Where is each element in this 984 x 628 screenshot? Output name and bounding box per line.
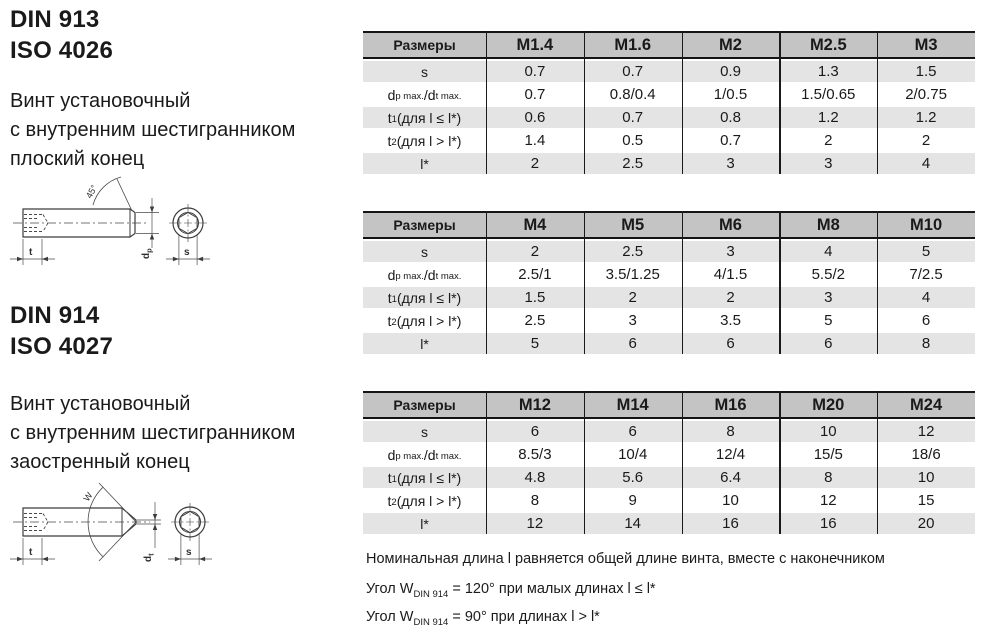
header-size-m24: M24 <box>910 395 943 414</box>
value-cell: 0.8 <box>720 109 741 126</box>
value-cell: 1.5 <box>524 289 546 306</box>
header-size-m6: M6 <box>719 215 742 234</box>
value-cell: 20 <box>917 515 935 532</box>
dimension-lines <box>10 502 212 565</box>
value-cell: 0.9 <box>720 63 741 80</box>
value-cell: 0.7 <box>720 132 741 149</box>
table-row <box>363 310 975 331</box>
header-size-m3: M3 <box>914 35 938 54</box>
row-label-cell: t 2 (для l > l*) <box>387 312 462 329</box>
row-label-cell: t 2 (для l > l*) <box>387 132 462 149</box>
value-cell: 12 <box>819 492 837 509</box>
column-separator <box>584 31 585 174</box>
value-cell: 2 <box>921 132 931 149</box>
dp-dim-label: $d_p$ <box>141 248 154 259</box>
value-cell: 0.8/0.4 <box>609 86 656 103</box>
table-row <box>363 421 975 442</box>
value-cell: 2 <box>824 132 833 149</box>
header-size-m14: M14 <box>616 395 649 414</box>
product-description-din914 <box>10 390 295 477</box>
value-cell: 1/0.5 <box>713 86 748 103</box>
table-header-row <box>363 211 975 239</box>
table-row <box>363 130 975 151</box>
t-dim-label: t <box>29 247 33 258</box>
value-cell: 3 <box>628 312 637 329</box>
column-separator <box>877 391 878 534</box>
column-separator <box>877 31 878 174</box>
s-dim-label: s <box>184 247 190 258</box>
column-separator <box>682 391 683 534</box>
value-cell: 15/5 <box>813 446 843 463</box>
value-cell: 16 <box>722 515 739 532</box>
value-cell: 5 <box>530 335 540 352</box>
value-cell: 4 <box>824 243 833 260</box>
row-label-cell: t 1 (для l ≤ l*) <box>387 289 462 306</box>
product-description-din913 <box>10 87 295 174</box>
value-cell: 6 <box>530 423 540 440</box>
din913-drawing <box>5 168 230 283</box>
table-row <box>363 107 975 128</box>
table-row <box>363 241 975 262</box>
value-cell: 2.5 <box>622 243 644 260</box>
column-separator <box>682 31 683 174</box>
column-separator <box>486 31 487 174</box>
value-cell: 2 <box>530 155 540 172</box>
row-label-cell: s <box>421 63 428 80</box>
standard-line: DIN 914 <box>10 302 100 329</box>
value-cell: 3.5/1.25 <box>605 266 660 283</box>
footnotes <box>366 549 885 628</box>
table-row <box>363 61 975 82</box>
table-header-row <box>363 31 975 59</box>
value-cell: 2/0.75 <box>905 86 947 103</box>
header-size-m16: M16 <box>714 395 747 414</box>
value-cell: 4/1.5 <box>713 266 748 283</box>
header-size-m12: M12 <box>518 395 551 414</box>
header-size-m10: M10 <box>910 215 943 234</box>
standard-heading-din914 <box>10 300 113 362</box>
header-size-m20: M20 <box>812 395 845 414</box>
table-row <box>363 490 975 511</box>
column-separator <box>779 211 780 354</box>
value-cell: 8 <box>921 335 931 352</box>
header-size-m8: M8 <box>816 215 840 234</box>
description-line: Винт установочный <box>10 90 191 112</box>
value-cell: 1.2 <box>817 109 839 126</box>
column-separator <box>877 211 878 354</box>
note-angle-120: Угол $W_{DIN 914} = 120^\circ$ при малых длинах l ≤ l* <box>366 581 656 600</box>
value-cell: 1.5/0.65 <box>801 86 856 103</box>
value-cell: 0.6 <box>524 109 546 126</box>
row-label-cell: d p max. /d t max. <box>387 446 462 463</box>
table-row <box>363 84 975 105</box>
value-cell: 2 <box>726 289 735 306</box>
screw-end-view <box>171 503 209 541</box>
row-label-cell: t 2 (для l > l*) <box>387 492 462 509</box>
value-cell: 16 <box>819 515 837 532</box>
value-cell: 6.4 <box>720 469 741 486</box>
s-dim-label: s <box>186 547 192 558</box>
table-row <box>363 153 975 174</box>
description-line: заостренный конец <box>10 451 190 473</box>
header-size-m1.4: M1.4 <box>516 35 554 54</box>
value-cell: 12/4 <box>715 446 746 463</box>
value-cell: 8 <box>726 423 735 440</box>
description-line: плоский конец <box>10 148 145 170</box>
row-label-cell: d p max. /d t max. <box>387 266 462 283</box>
dimension-table-m12-m24 <box>363 391 975 536</box>
screw-end-view <box>169 204 207 242</box>
table-row <box>363 264 975 285</box>
value-cell: 1.3 <box>817 63 839 80</box>
table-row <box>363 513 975 534</box>
description-line: Винт установочный <box>10 393 191 415</box>
value-cell: 0.7 <box>524 63 546 80</box>
value-cell: 1.5 <box>915 63 937 80</box>
value-cell: 4 <box>921 289 931 306</box>
value-cell: 10 <box>917 469 935 486</box>
value-cell: 2.5 <box>524 312 546 329</box>
value-cell: 5 <box>824 312 833 329</box>
value-cell: 18/6 <box>911 446 941 463</box>
value-cell: 0.5 <box>622 132 644 149</box>
row-label-cell: l* <box>420 515 429 532</box>
value-cell: 5.6 <box>622 469 644 486</box>
column-separator <box>584 211 585 354</box>
value-cell: 5.5/2 <box>811 266 845 283</box>
row-label-cell: s <box>421 423 428 440</box>
column-separator <box>779 391 780 534</box>
description-line: с внутренним шестигранником <box>10 422 296 444</box>
dimension-table-m4-m10 <box>363 211 975 356</box>
angle-w-label: W <box>81 490 95 504</box>
value-cell: 4.8 <box>524 469 546 486</box>
value-cell: 2.5 <box>622 155 644 172</box>
value-cell: 15 <box>917 492 935 509</box>
value-cell: 1.4 <box>524 132 546 149</box>
table-row <box>363 287 975 308</box>
value-cell: 0.7 <box>524 86 546 103</box>
value-cell: 6 <box>824 335 833 352</box>
row-label-cell: t 1 (для l ≤ l*) <box>387 469 462 486</box>
table-row <box>363 467 975 488</box>
standard-line: DIN 913 <box>10 6 100 33</box>
row-label-cell: s <box>421 243 428 260</box>
header-sizes-cell: Размеры <box>393 37 456 53</box>
value-cell: 1.2 <box>915 109 937 126</box>
standard-line: ISO 4026 <box>10 37 114 64</box>
value-cell: 10/4 <box>618 446 648 463</box>
value-cell: 6 <box>921 312 931 329</box>
column-separator <box>584 391 585 534</box>
t-dim-label: t <box>29 547 33 558</box>
chamfer-angle-leader <box>93 177 132 211</box>
value-cell: 12 <box>917 423 935 440</box>
column-separator <box>486 211 487 354</box>
header-size-m2.5: M2.5 <box>809 35 847 54</box>
value-cell: 4 <box>921 155 931 172</box>
dt-dim-label: $d_t$ <box>143 553 156 562</box>
standard-heading-din913 <box>10 4 113 66</box>
note-nominal-length: Номинальная длина l равняется общей длине винта, вместе с наконечником <box>366 551 885 567</box>
value-cell: 0.7 <box>622 109 644 126</box>
value-cell: 2.5/1 <box>518 266 552 283</box>
value-cell: 10 <box>819 423 837 440</box>
column-separator <box>486 391 487 534</box>
value-cell: 7/2.5 <box>909 266 943 283</box>
row-label-cell: t 1 (для l ≤ l*) <box>387 109 462 126</box>
din914-drawing <box>5 470 230 592</box>
header-size-m2: M2 <box>719 35 742 54</box>
table-row <box>363 444 975 465</box>
header-size-m5: M5 <box>621 215 645 234</box>
value-cell: 0.7 <box>622 63 644 80</box>
dimension-table-m1.4-m3 <box>363 31 975 176</box>
value-cell: 6 <box>726 335 735 352</box>
header-size-m4: M4 <box>523 215 547 234</box>
value-cell: 3 <box>824 155 833 172</box>
dimension-arrows <box>17 514 205 561</box>
description-line: с внутренним шестигранником <box>10 119 296 141</box>
table-row <box>363 333 975 354</box>
row-label-cell: l* <box>420 155 429 172</box>
value-cell: 8 <box>530 492 540 509</box>
value-cell: 14 <box>624 515 642 532</box>
value-cell: 9 <box>628 492 637 509</box>
value-cell: 8.5/3 <box>518 446 552 463</box>
row-label-cell: d p max. /d t max. <box>387 86 462 103</box>
value-cell: 3 <box>726 155 735 172</box>
note-angle-90: Угол $W_{DIN 914} = 90^\circ$ при длинах l > l* <box>366 608 600 628</box>
header-size-m1.6: M1.6 <box>614 35 652 54</box>
header-sizes-cell: Размеры <box>393 397 456 413</box>
value-cell: 3 <box>824 289 833 306</box>
value-cell: 3 <box>726 243 735 260</box>
value-cell: 6 <box>628 335 637 352</box>
standard-line: ISO 4027 <box>10 333 114 360</box>
value-cell: 6 <box>628 423 637 440</box>
table-header-row <box>363 391 975 419</box>
angle-45-label: 45° <box>83 183 100 200</box>
row-label-cell: l* <box>420 335 429 352</box>
column-separator <box>779 31 780 174</box>
value-cell: 2 <box>530 243 540 260</box>
value-cell: 2 <box>628 289 637 306</box>
value-cell: 10 <box>722 492 739 509</box>
value-cell: 12 <box>526 515 544 532</box>
header-sizes-cell: Размеры <box>393 217 456 233</box>
value-cell: 3.5 <box>720 312 741 329</box>
column-separator <box>682 211 683 354</box>
value-cell: 8 <box>824 469 833 486</box>
value-cell: 5 <box>921 243 931 260</box>
